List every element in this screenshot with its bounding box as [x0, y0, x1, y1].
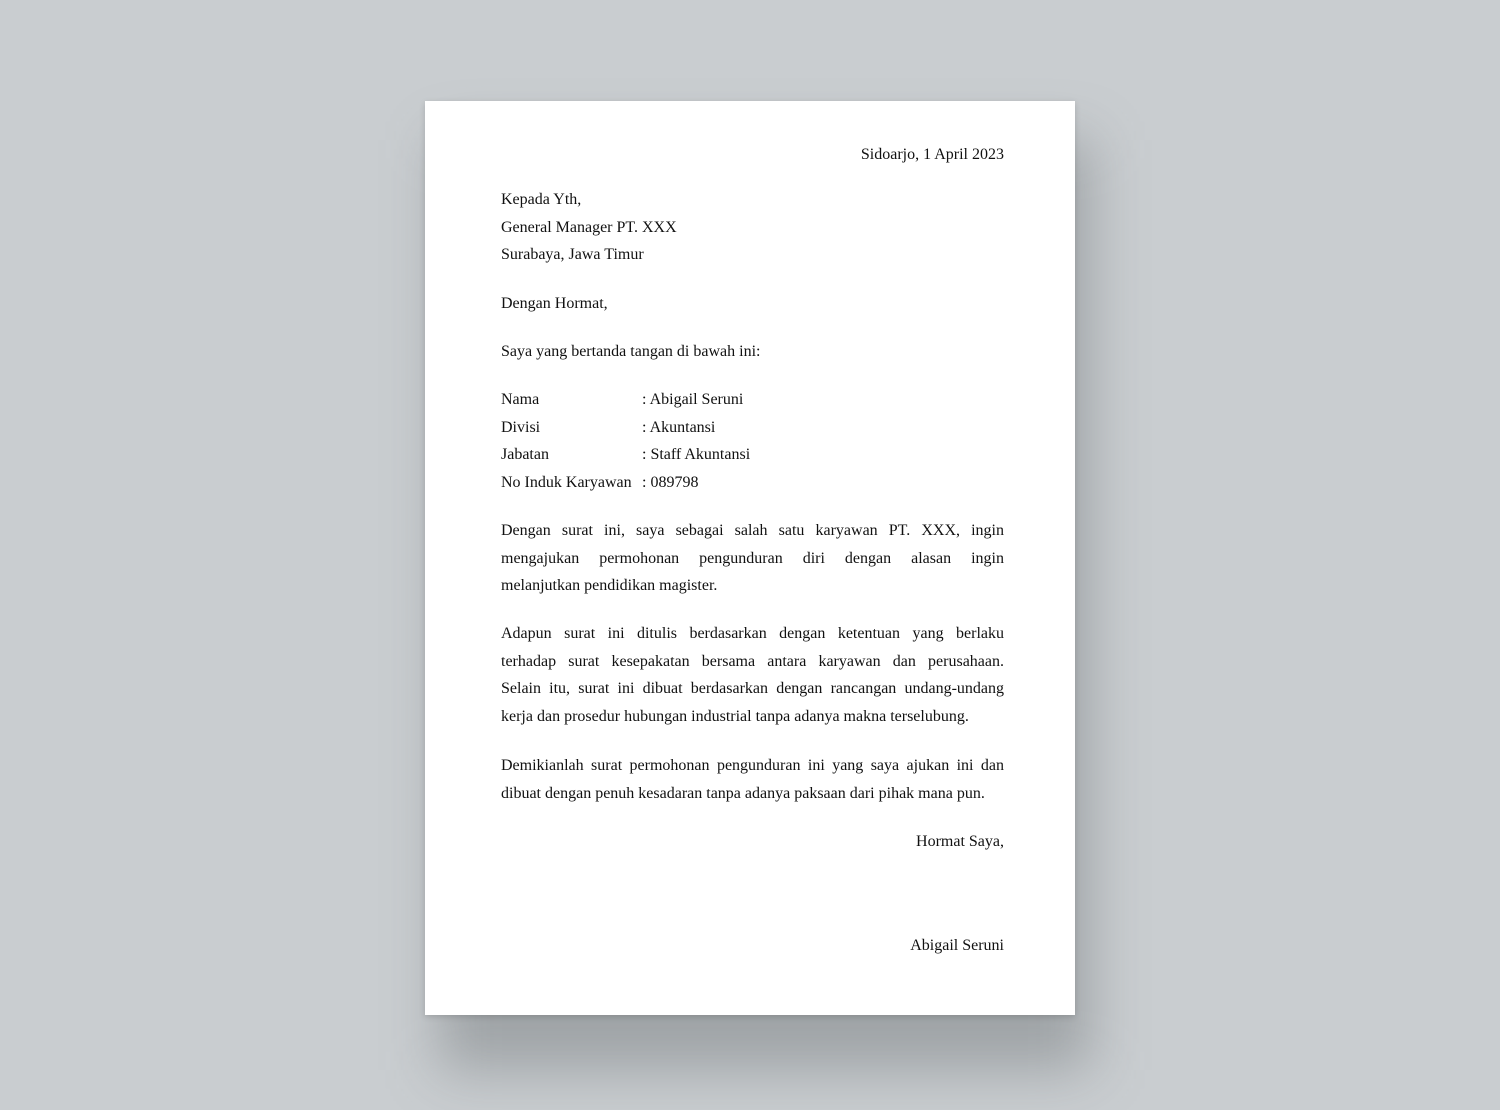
identity-row [501, 441, 1004, 469]
recipient-block [501, 186, 1004, 269]
intro-line: Saya yang bertanda tangan di bawah ini: [501, 343, 761, 360]
identity-table [501, 386, 1004, 496]
recipient-line: General Manager PT. XXX [501, 218, 677, 236]
identity-value: : Akuntansi [642, 418, 716, 436]
paragraph-line: terhadap surat kesepakatan bersama antara karyawan dan perusahaan. [501, 652, 1004, 670]
identity-label: Divisi [501, 418, 541, 436]
salutation: Dengan Hormat, [501, 295, 608, 312]
paragraph-line: mengajukan permohonan pengunduran diri dengan alasan ingin [501, 549, 1004, 567]
paragraph-line: melanjutkan pendidikan magister. [501, 577, 718, 594]
identity-value: : Abigail Seruni [642, 391, 744, 408]
recipient-line: Surabaya, Jawa Timur [501, 246, 644, 263]
identity-label: No Induk Karyawan [501, 473, 632, 491]
paragraph-line: Selain itu, surat ini dibuat berdasarkan dengan rancangan undang-undang [501, 680, 1004, 697]
identity-row [501, 469, 1004, 497]
closing: Hormat Saya, [916, 833, 1004, 850]
place-date: Sidoarjo, 1 April 2023 [860, 146, 1004, 163]
paragraph-1 [501, 517, 1004, 600]
paragraph-line: dibuat dengan penuh kesadaran tanpa adanya paksaan dari pihak mana pun. [501, 784, 985, 802]
paragraph-line: Adapun surat ini ditulis berdasarkan dengan ketentuan yang berlaku [501, 625, 1004, 642]
paragraph-line: Demikianlah surat permohonan pengunduran ini yang saya ajukan ini dan [501, 757, 1004, 774]
recipient-line: Kepada Yth, [501, 191, 582, 208]
identity-row [501, 414, 1004, 442]
identity-value: : Staff Akuntansi [642, 446, 751, 463]
paragraph-line: kerja dan prosedur hubungan industrial tanpa adanya makna terselubung. [501, 707, 969, 725]
paragraph-2 [501, 620, 1004, 730]
identity-row [501, 386, 1004, 414]
identity-label: Jabatan [501, 446, 549, 463]
letter-page [425, 101, 1075, 1015]
identity-label: Nama [501, 391, 540, 408]
signature-name: Abigail Seruni [910, 937, 1004, 954]
paragraph-3 [501, 752, 1004, 807]
identity-value: : 089798 [642, 473, 699, 491]
paragraph-line: Dengan surat ini, saya sebagai salah satu karyawan PT. XXX, ingin [501, 522, 1004, 539]
